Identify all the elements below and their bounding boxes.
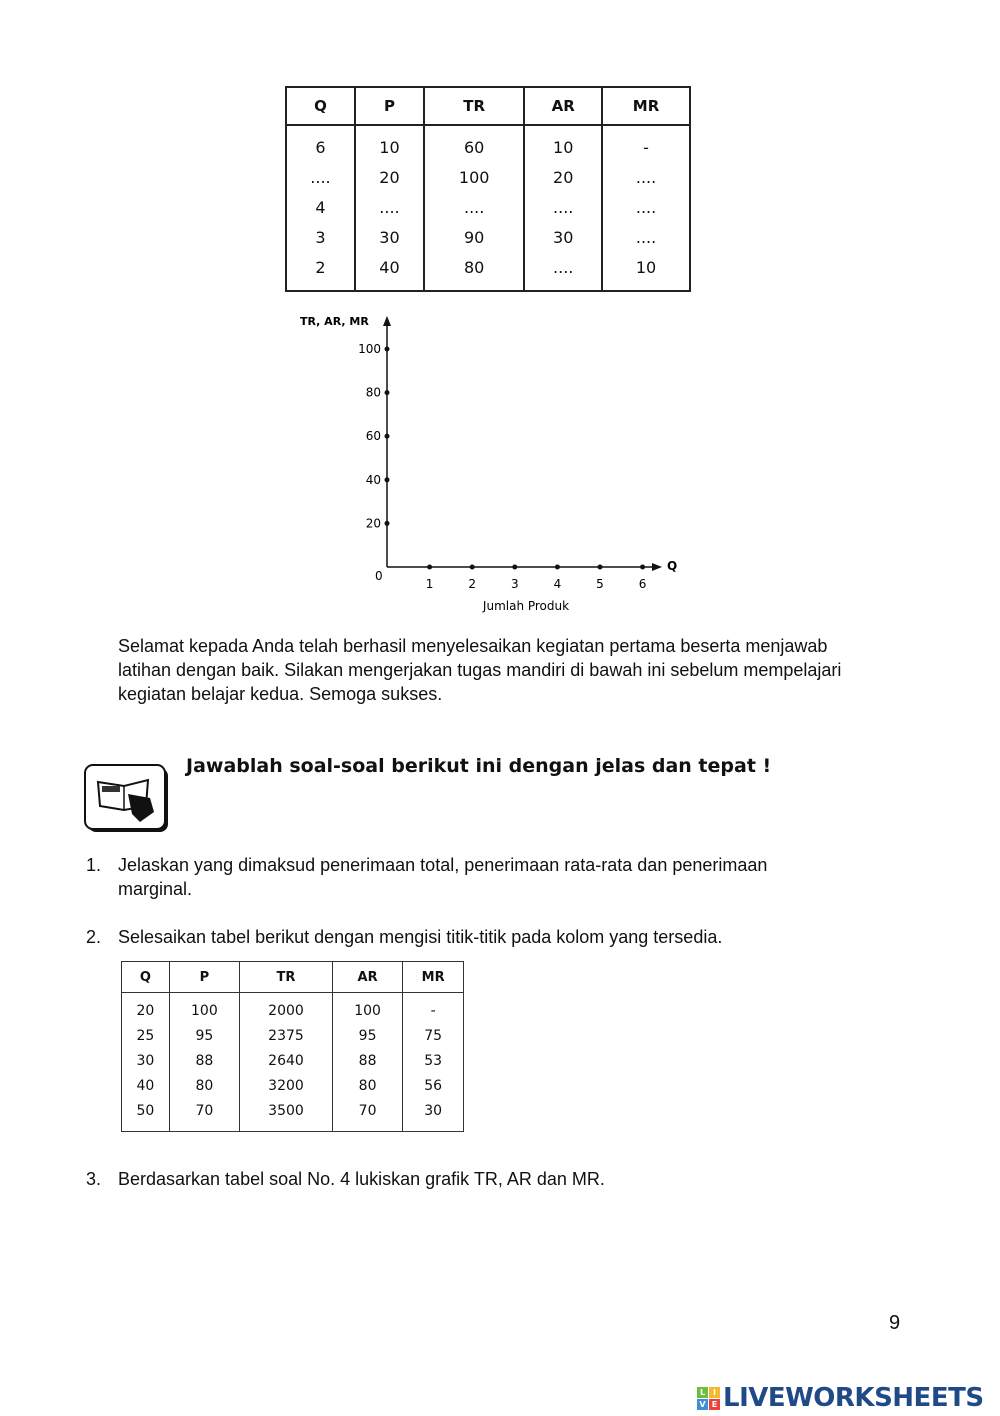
col-header: Q	[286, 87, 355, 125]
table-cell: 3500	[240, 1098, 333, 1132]
table-cell: 10	[602, 252, 690, 291]
y-tick-dot	[385, 434, 390, 439]
logo-badge-letter: L	[697, 1387, 708, 1398]
table-row	[122, 1048, 464, 1073]
table-cell: 90	[424, 222, 524, 252]
x-tick-dot	[470, 565, 475, 570]
page-number: 9	[889, 1312, 901, 1334]
table-cell: 75	[403, 1023, 464, 1048]
table-cell: 3200	[240, 1073, 333, 1098]
table-cell: 30	[403, 1098, 464, 1132]
x-tick-dot	[555, 565, 560, 570]
table-cell: 2000	[240, 993, 333, 1024]
logo-text: LIVEWORKSHEETS	[723, 1383, 984, 1413]
x-tick-label: 3	[510, 577, 519, 591]
table-cell: 95	[332, 1023, 402, 1048]
table-row	[122, 1098, 464, 1132]
revenue-graph	[0, 0, 1000, 640]
table-row	[122, 993, 464, 1024]
y-tick-dot	[385, 347, 390, 352]
col-header: Q	[122, 962, 170, 993]
question-2	[86, 925, 722, 949]
table-cell: 53	[403, 1048, 464, 1073]
table-cell: 10	[355, 125, 424, 162]
y-tick-label: 40	[365, 472, 381, 487]
table-cell: 20	[122, 993, 170, 1024]
table-cell: 70	[332, 1098, 402, 1132]
instruction-heading: Jawablah soal-soal berikut ini dengan jelas dan tepat !	[186, 755, 772, 777]
y-tick-label: 100	[358, 342, 381, 356]
table-cell: 70	[169, 1098, 239, 1132]
question-number: 1.	[86, 855, 102, 875]
x-tick-label: 4	[553, 577, 562, 591]
table-cell: 88	[332, 1048, 402, 1073]
closing-paragraph	[118, 634, 841, 706]
y-tick-label: 20	[365, 516, 381, 531]
question-text: Berdasarkan tabel soal No. 4 lukiskan grafik TR, AR dan MR.	[118, 1169, 605, 1189]
liveworksheets-logo	[697, 1383, 984, 1413]
x-tick-dot	[640, 565, 645, 570]
y-tick-dot	[385, 477, 390, 482]
table-cell: ....	[424, 192, 524, 222]
table-cell: -	[602, 125, 690, 162]
table-cell: 30	[355, 222, 424, 252]
revenue-table-2	[121, 961, 464, 1132]
table-cell: 4	[286, 192, 355, 222]
x-tick-label: 5	[596, 577, 604, 591]
table-cell: 80	[169, 1073, 239, 1098]
y-tick-dot	[385, 521, 390, 526]
table-cell: ....	[286, 162, 355, 192]
table-cell: ....	[602, 222, 690, 252]
table-row	[122, 1023, 464, 1048]
logo-badge-letter: E	[709, 1399, 720, 1410]
table-cell: 100	[332, 993, 402, 1024]
table-cell: 10	[524, 125, 602, 162]
x-tick-dot	[512, 565, 517, 570]
table-cell: 88	[169, 1048, 239, 1073]
table-cell: 20	[355, 162, 424, 192]
table-cell: ....	[524, 192, 602, 222]
x-tick-label: 6	[638, 577, 647, 591]
table-cell: 3	[286, 222, 355, 252]
x-tick-label: 1	[425, 577, 434, 591]
y-axis-label: TR, AR, MR	[300, 315, 369, 328]
col-header: MR	[403, 962, 464, 993]
table-cell: 60	[424, 125, 524, 162]
table-cell: 40	[355, 252, 424, 291]
table-cell: 80	[332, 1073, 402, 1098]
paragraph-line: kegiatan belajar kedua. Semoga sukses.	[118, 684, 443, 704]
table-cell: ....	[355, 192, 424, 222]
y-tick-label: 60	[365, 429, 381, 444]
table-cell: 2640	[240, 1048, 333, 1073]
table-cell: 40	[122, 1073, 170, 1098]
table-row	[122, 1073, 464, 1098]
table-cell: -	[403, 993, 464, 1024]
question-text: Jelaskan yang dimaksud penerimaan total, penerimaan rata-rata dan penerimaan	[118, 855, 768, 875]
paragraph-line: latihan dengan baik. Silakan mengerjakan tugas mandiri di bawah ini sebelum mempelajari	[118, 660, 842, 680]
question-1	[86, 853, 767, 901]
table-cell: 80	[424, 252, 524, 291]
table-cell: ....	[602, 162, 690, 192]
question-number: 3.	[86, 1169, 102, 1189]
col-header: P	[355, 87, 424, 125]
question-number: 2.	[86, 927, 102, 947]
x-axis-letter: Q	[667, 559, 678, 573]
col-header: TR	[240, 962, 333, 993]
logo-badge-letter: I	[709, 1387, 720, 1398]
table-cell: 100	[169, 993, 239, 1024]
table-cell: 30	[122, 1048, 170, 1073]
origin-label: 0	[375, 569, 383, 583]
col-header: P	[169, 962, 239, 993]
logo-badge-letter: V	[697, 1399, 708, 1410]
table-cell: 2375	[240, 1023, 333, 1048]
x-axis-label: Jumlah Produk	[482, 599, 570, 613]
x-tick-dot	[427, 565, 432, 570]
table-cell: ....	[524, 252, 602, 291]
book-icon	[84, 764, 170, 834]
y-tick-label: 80	[365, 385, 381, 400]
paragraph-line: Selamat kepada Anda telah berhasil menyelesaikan kegiatan pertama beserta menjawab	[118, 636, 828, 656]
table-cell: 2	[286, 252, 355, 291]
table-cell: 6	[286, 125, 355, 162]
x-tick-dot	[598, 565, 603, 570]
question-text: marginal.	[118, 879, 193, 899]
x-axis-arrow	[652, 563, 662, 571]
x-tick-label: 2	[468, 577, 477, 591]
table-cell: 50	[122, 1098, 170, 1132]
col-header: AR	[524, 87, 602, 125]
question-text: Selesaikan tabel berikut dengan mengisi titik-titik pada kolom yang tersedia.	[118, 927, 723, 947]
table-cell: ....	[602, 192, 690, 222]
table-cell: 95	[169, 1023, 239, 1048]
table-cell: 30	[524, 222, 602, 252]
col-header: AR	[332, 962, 402, 993]
table-cell: 56	[403, 1073, 464, 1098]
y-tick-dot	[385, 390, 390, 395]
col-header: TR	[424, 87, 524, 125]
table-cell: 20	[524, 162, 602, 192]
table-cell: 100	[424, 162, 524, 192]
y-axis-arrow	[383, 316, 391, 326]
col-header: MR	[602, 87, 690, 125]
question-3	[86, 1167, 605, 1191]
table-cell: 25	[122, 1023, 170, 1048]
